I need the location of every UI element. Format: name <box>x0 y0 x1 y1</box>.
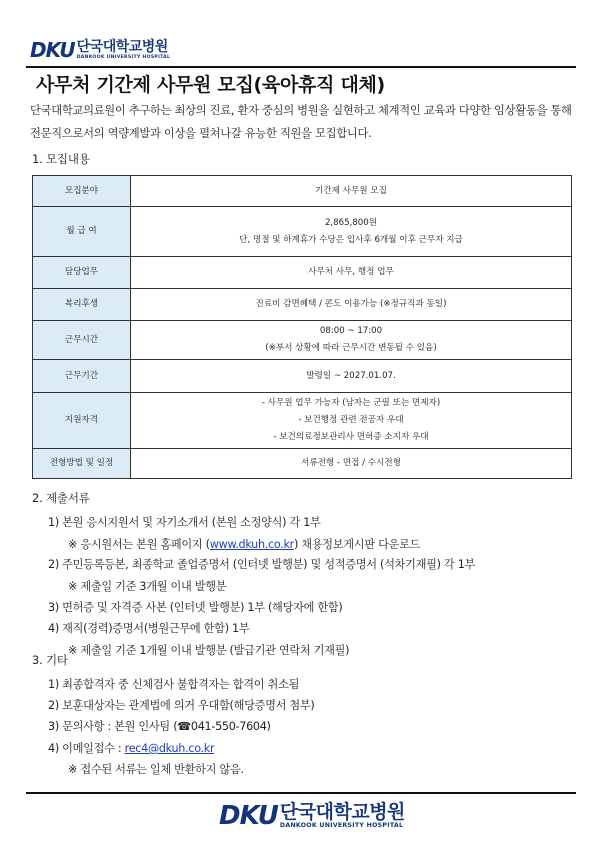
row-value-line: 진료비 감면혜택 / 콘도 이용가능 (※정규직과 동일) <box>255 299 447 309</box>
row-value-line: 단, 명절 및 하계휴가 수당은 입사후 6개월 이후 근무자 지급 <box>239 234 463 245</box>
list-note: ※ 접수된 서류는 일체 반환하지 않음. <box>68 763 244 776</box>
logo-text: 단국대학교병원 <box>279 801 405 823</box>
row-value <box>131 360 572 393</box>
row-value <box>131 449 572 479</box>
item-text: 4) 이메일접수 : <box>48 742 125 755</box>
bottom-divider <box>26 792 576 794</box>
logo-text: 단국대학교병원 <box>76 38 168 55</box>
table-row <box>33 360 572 393</box>
table-row <box>33 257 572 289</box>
logo-subtext: DANKOOK UNIVERSITY HOSPITAL <box>279 822 404 829</box>
note-text: ※ 응시원서는 본원 홈페이지 ( <box>68 538 210 551</box>
recruitment-info-table <box>32 175 572 479</box>
row-value <box>131 207 572 257</box>
email-link[interactable]: rec4@dkuh.co.kr <box>124 742 215 755</box>
homepage-link[interactable]: www.dkuh.co.kr <box>209 538 294 551</box>
row-value <box>131 321 572 360</box>
list-item: 2) 주민등록등본, 최종학교 졸업증명서 (인터넷 발행분) 및 성적증명서 (석차기재필) 각 1부 <box>48 558 476 571</box>
table-row <box>33 176 572 207</box>
list-item: 3) 면허증 및 자격증 사본 (인터넷 발행분) 1부 (해당자에 한함) <box>48 601 343 614</box>
hospital-logo-bottom <box>219 801 405 831</box>
row-label: 담당업무 <box>33 257 131 289</box>
logo-mark: DKU <box>219 801 278 831</box>
top-divider <box>26 66 576 68</box>
section-heading-documents: 2. 제출서류 <box>32 491 90 505</box>
list-note <box>68 536 420 552</box>
row-value-line: (※부서 상황에 따라 근무시간 변동될 수 있음) <box>265 343 437 353</box>
row-value-line: - 사무원 업무 가능자 (남자는 군필 또는 면제자) <box>261 398 441 408</box>
list-item: 3) 문의사항 : 본원 인사팀 (☎041-550-7604) <box>48 720 271 733</box>
logo-subtext: DANKOOK UNIVERSITY HOSPITAL <box>76 54 171 60</box>
row-value <box>131 257 572 289</box>
list-item: 2) 보훈대상자는 관계법에 의거 우대함(해당증명서 첨부) <box>48 699 315 712</box>
section-heading-recruitment: 1. 모집내용 <box>32 152 90 166</box>
row-label: 근무기간 <box>33 360 131 393</box>
page-title: 사무처 기간제 사무원 모집(육아휴직 대체) <box>36 74 385 96</box>
row-value <box>131 176 572 207</box>
section-heading-etc: 3. 기타 <box>32 653 68 667</box>
row-value-line: - 보건의료정보관리사 면허증 소지자 우대 <box>273 432 429 442</box>
list-note: ※ 제출일 기준 3개월 이내 발행분 <box>68 580 227 593</box>
row-label: 전형방법 및 일정 <box>33 449 131 479</box>
row-value-line: 08:00 ~ 17:00 <box>319 326 383 336</box>
table-row <box>33 321 572 360</box>
row-value <box>131 393 572 449</box>
logo-mark: DKU <box>30 38 75 62</box>
list-item: 4) 재직(경력)증명서(병원근무에 한함) 1부 <box>48 622 250 635</box>
table-row <box>33 449 572 479</box>
row-value-line: 사무처 사무, 행정 업무 <box>308 267 394 277</box>
table-row <box>33 289 572 321</box>
list-note: ※ 제출일 기준 1개월 이내 발행분 (발급기관 연락처 기재필) <box>68 644 350 657</box>
list-item: 1) 본원 응시지원서 및 자기소개서 (본원 소정양식) 각 1부 <box>48 516 321 529</box>
row-value-line: - 보건행정 관련 전공자 우대 <box>298 415 404 425</box>
intro-paragraph: 단국대학교의료원이 추구하는 최상의 진료, 환자 중심의 병원을 실현하고 체계적인 교육과 다양한 임상활동을 통해 전문직으로서의 역량계발과 이상을 펼쳐나갈 유능한 직원을 모집합니다. <box>30 104 572 140</box>
row-label: 모집분야 <box>33 176 131 207</box>
row-label: 월 급 여 <box>33 207 131 257</box>
row-label: 복리후생 <box>33 289 131 321</box>
row-value-line: 발령일 ~ 2027.01.07. <box>306 370 396 381</box>
row-label: 근무시간 <box>33 321 131 360</box>
row-value-line: 2,865,800원 <box>324 217 378 228</box>
hospital-logo-top <box>30 38 170 62</box>
row-value-line: 기간제 사무원 모집 <box>315 185 387 196</box>
list-item: 1) 최종합격자 중 신체검사 불합격자는 합격이 취소됨 <box>48 678 300 691</box>
row-value <box>131 289 572 321</box>
note-text: ) 채용정보게시판 다운로드 <box>293 538 421 551</box>
table-row <box>33 207 572 257</box>
table-row <box>33 393 572 449</box>
list-item <box>48 740 214 756</box>
row-value-line: 서류전형 - 면접 / 수시전형 <box>301 458 401 468</box>
row-label: 지원자격 <box>33 393 131 449</box>
